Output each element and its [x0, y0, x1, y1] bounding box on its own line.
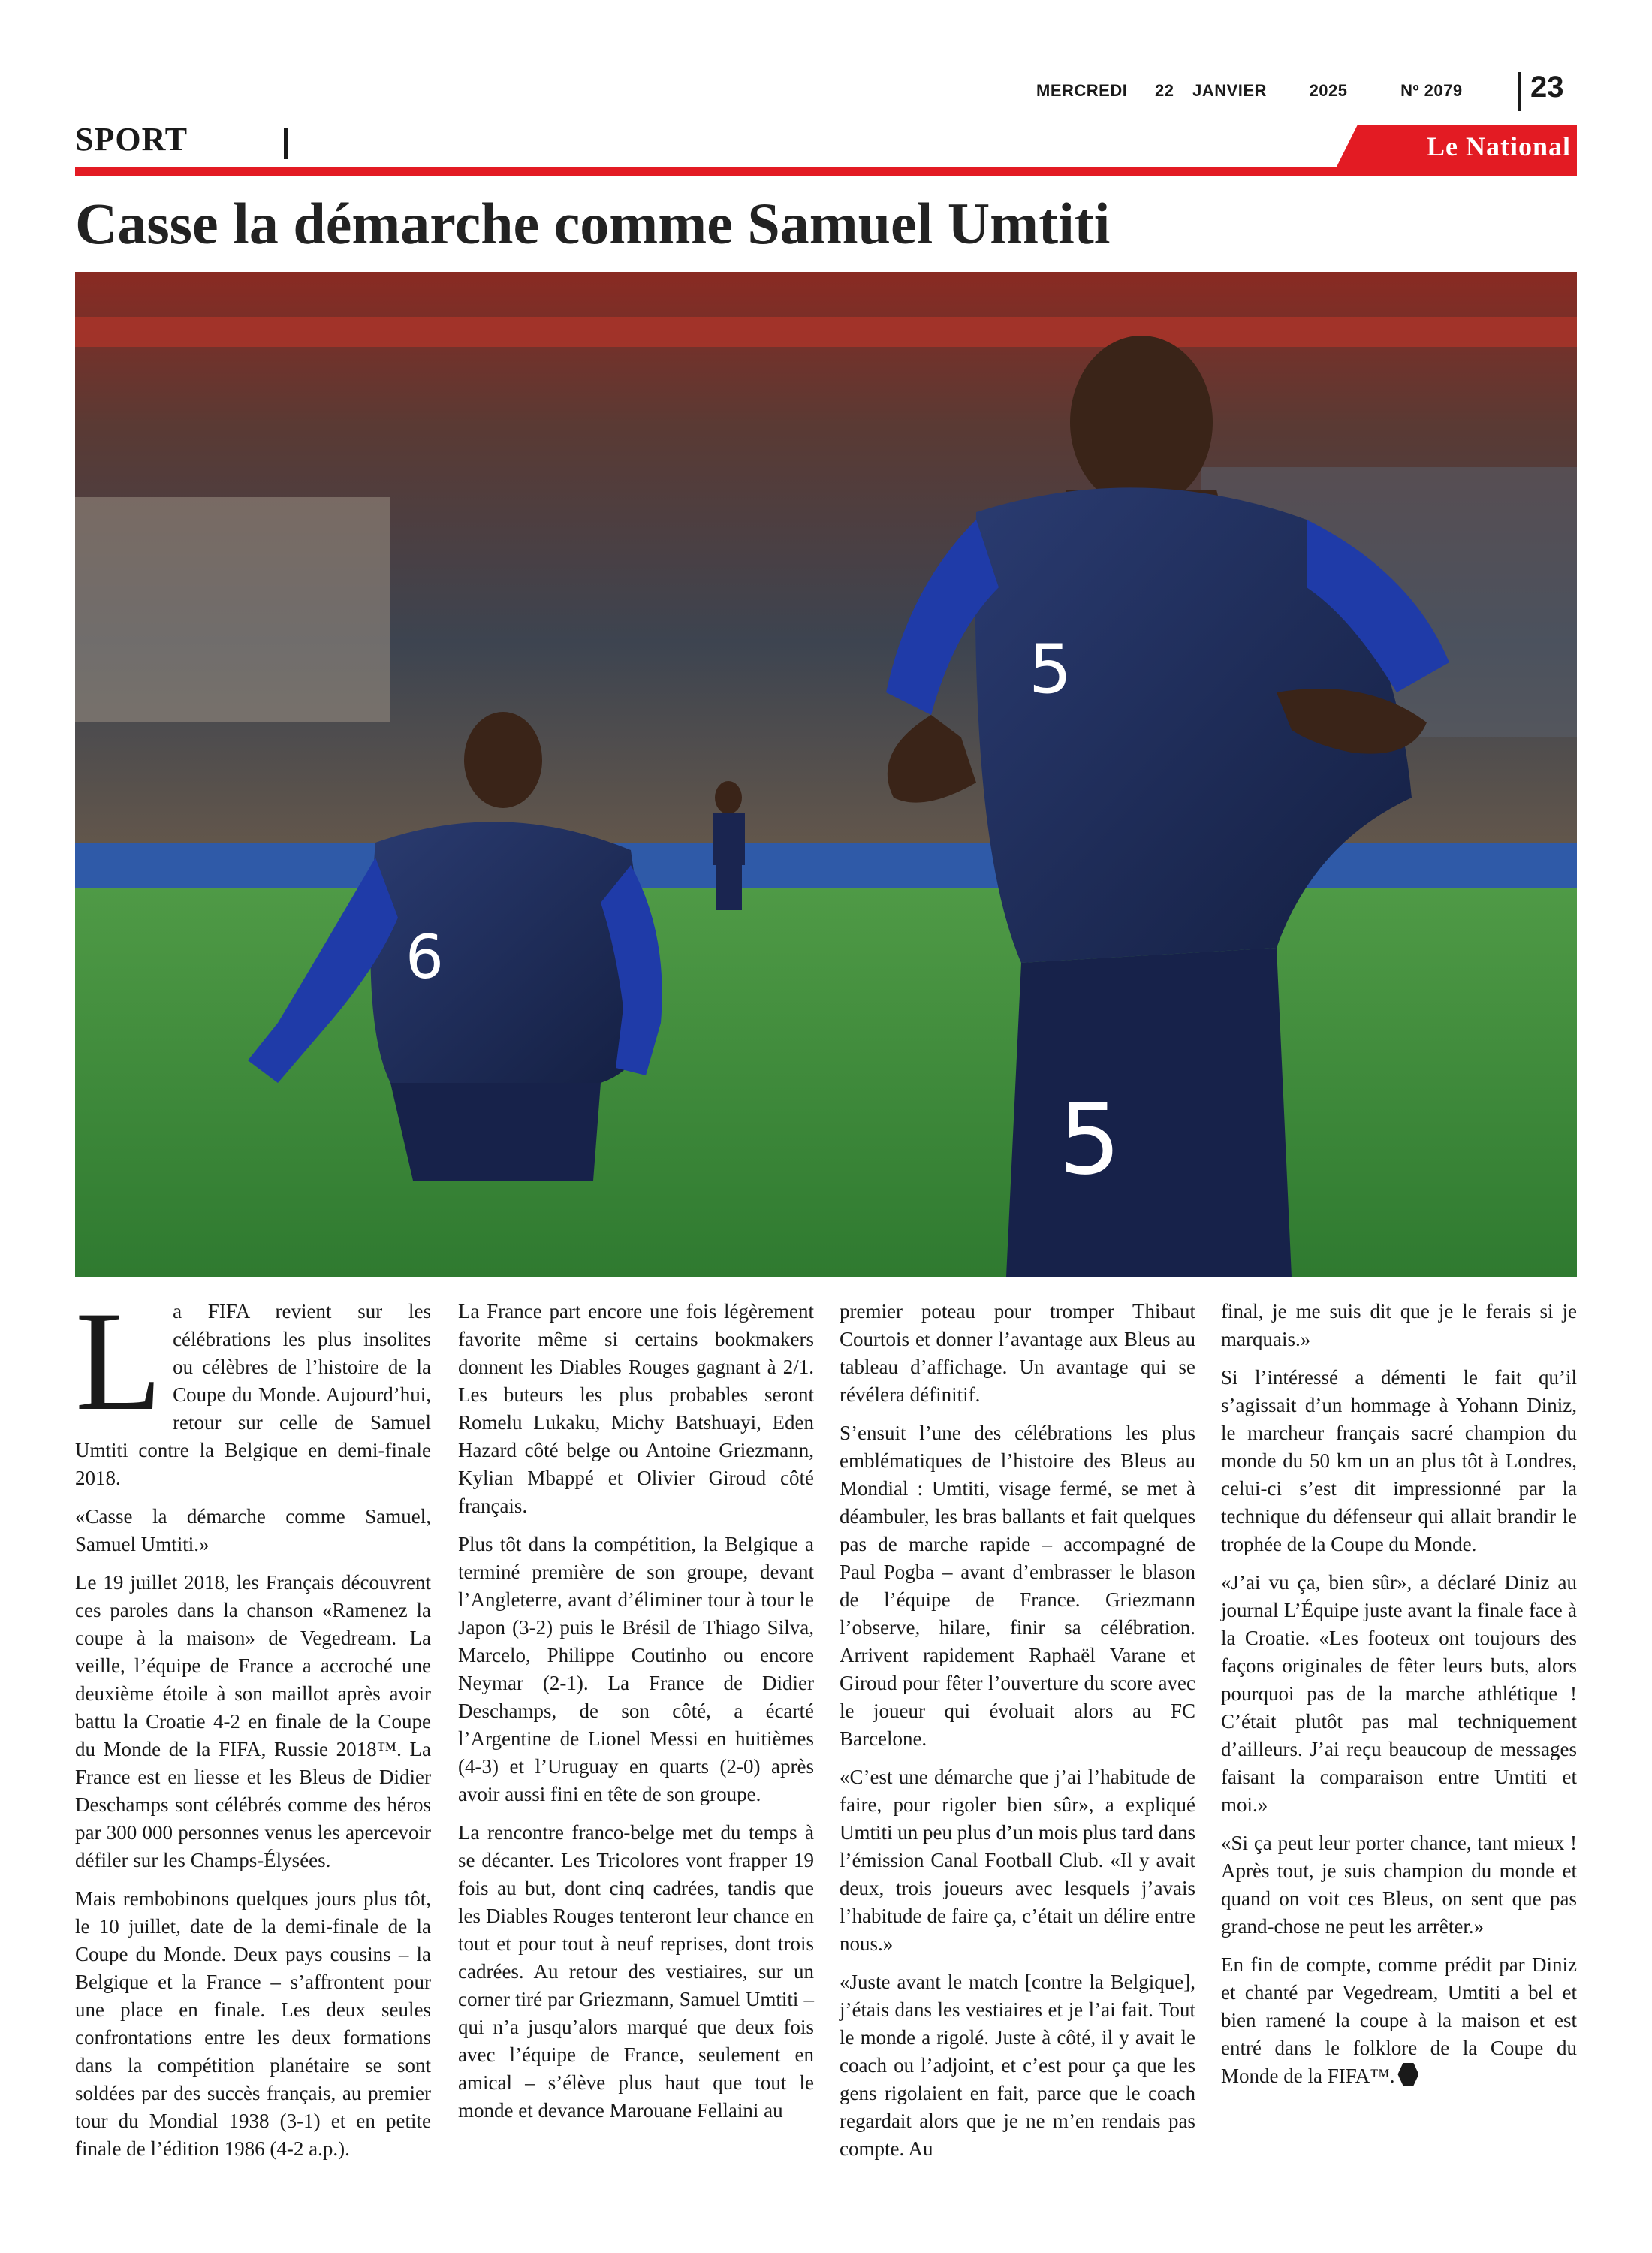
article-paragraph: «Si ça peut leur porter chance, tant mieux ! Après tout, je suis champion du monde et quand on voit ces Bleus, on sent que pas grand-chose ne peut les arrêter.» [1221, 1832, 1577, 1938]
jersey-number-five: 5 [1059, 1082, 1121, 1196]
paragraph-text: En fin de compte, comme prédit par Diniz et chanté par Vegedream, Umtiti a bel et bien ramené la coupe à la maison et est entré dans le folklore de la Coupe du Monde de la FIFA™. [1221, 1953, 1577, 2087]
jersey-number-five-chest: 5 [1029, 630, 1072, 709]
article-body [75, 1283, 1577, 2221]
issue-day: MERCREDI [1036, 81, 1128, 100]
article-paragraph: «J’ai vu ça, bien sûr», a déclaré Diniz au journal L’Équipe juste avant la finale face à la Croatie. «Les footeux ont toujours des façons originales de fêter leurs buts, alors pourquoi pas de la marche athlétique ! C’était plutôt pas mal techniquement d’ailleurs. J’ai reçu beaucoup de messages faisant la comparaison entre Umtiti et moi.» [1221, 1571, 1577, 1816]
article-column-4 [1221, 1298, 1577, 2101]
issue-month: JANVIER [1192, 81, 1267, 100]
section-divider [284, 128, 288, 159]
issue-info [1036, 81, 1463, 101]
header-rule [75, 167, 1577, 176]
article-photo [75, 272, 1577, 1277]
article-column-3 [840, 1298, 1195, 2173]
article-paragraph: La rencontre franco-belge met du temps à se décanter. Les Tricolores vont frapper 19 fois au but, dont cinq cadrées, tandis que les Diables Rouges tenteront leur chance en tout et pour tout à neuf reprises, dont trois cadrées. Au retour des vestiaires, sur un corner tiré par Griezmann, Samuel Umtiti – qui n’a jusqu’alors marqué que deux fois avec l’équipe de France, seulement en amical – s’élève plus haut que tout le monde et devance Marouane Fellaini au [458, 1821, 814, 2122]
article-paragraph: La France part encore une fois légèrement favorite même si certains bookmakers donnent les Diables Rouges gagnant à 2/1. Les buteurs les plus probables seront Romelu Lukaku, Michy Batshuayi, Eden Hazard côté belge ou Antoine Griezmann, Kylian Mbappé et Olivier Giroud côté français. [458, 1300, 814, 1517]
issue-date: 22 [1154, 81, 1174, 100]
paragraph-text: a FIFA revient sur les célébrations les plus insolites ou célèbres de l’histoire de la Coupe du Monde. Aujourd’hui, retour sur celle de Samuel Umtiti contre la Belgique en demi-finale 2018. [75, 1300, 431, 1489]
section-label: SPORT [75, 121, 188, 158]
jersey-number-six: 6 [405, 922, 444, 992]
football-players-celebrating-photo [75, 272, 1577, 1277]
drop-cap: L [75, 1283, 163, 1440]
issue-number: Nº 2079 [1400, 81, 1463, 100]
article-paragraph: «Casse la démarche comme Samuel, Samuel Umtiti.» [75, 1505, 431, 1555]
article-paragraph [75, 1283, 431, 1492]
article-column-1 [75, 1283, 431, 2173]
article-paragraph: «C’est une démarche que j’ai l’habitude de faire, pour rigoler bien sûr», a expliqué Umtiti un peu plus d’un mois plus tard dans l’émission Canal Football Club. «Il y avait deux, trois joueurs avec lesquels j’avais l’habitude de faire ça, c’était un délire entre nous.» [840, 1766, 1195, 1955]
article-headline: Casse la démarche comme Samuel Umtiti [75, 191, 1111, 256]
end-of-article-mark-icon [1397, 2063, 1418, 2086]
article-paragraph: Le 19 juillet 2018, les Français découvrent ces paroles dans la chanson «Ramenez la coupe à la maison» de Vegedream. La veille, l’équipe de France a accroché une deuxième étoile à son maillot après avoir battu la Croatie 4-2 en finale de la Coupe du Monde de la FIFA, Russie 2018™. La France est en liesse et les Bleus de Didier Deschamps sont célébrés comme des héros par 300 000 personnes venus les apercevoir défiler sur les Champs-Élysées. [75, 1571, 431, 1871]
article-paragraph: premier poteau pour tromper Thibaut Courtois et donner l’avantage aux Bleus au tableau d’affichage. Un avantage qui se révélera définitif. [840, 1300, 1195, 1406]
brand-name: Le National [1426, 131, 1571, 161]
article-paragraph: Plus tôt dans la compétition, la Belgique a terminé première de son groupe, devant l’Angleterre, avant d’éliminer tour à tour le Japon (3-2) puis le Brésil de Thiago Silva, Marcelo, Philippe Coutinho ou encore Neymar (2-1). La France de Didier Deschamps, de son côté, a écarté l’Argentine de Lionel Messi en huitièmes (4-3) et l’Uruguay en quarts (2-0) après avoir aussi fini en tête de son groupe. [458, 1533, 814, 1805]
issue-year: 2025 [1309, 81, 1348, 100]
article-paragraph: Si l’intéressé a démenti le fait qu’il s’agissait d’un hommage à Yohann Diniz, le marcheur français sacré champion du monde du 50 km un an plus tôt à Londres, celui-ci s’est dit impressionné par la technique du défenseur qui allait brandir le trophée de la Coupe du Monde. [1221, 1366, 1577, 1555]
page-number: 23 [1530, 71, 1564, 104]
article-paragraph: Mais rembobinons quelques jours plus tôt, le 10 juillet, date de la demi-finale de la Coupe du Monde. Deux pays cousins – la Belgique et la France – s’affrontent pour une place en finale. Les deux seules confrontations entre les deux formations dans la compétition planétaire se sont soldées par des succès français, au premier tour du Mondial 1938 (3-1) et en petite finale de l’édition 1986 (4-2 a.p.). [75, 1887, 431, 2160]
article-paragraph: final, je me suis dit que je le ferais si je marquais.» [1221, 1300, 1577, 1350]
article-paragraph: «Juste avant le match [contre la Belgique], j’étais dans les vestiaires et je l’ai fait. Tout le monde a rigolé. Juste à côté, il y avait le coach ou l’adjoint, et c’est pour ça que les gens rigolaient en fait, parce que le coach regardait alors que je ne m’en rendais pas compte. Au [840, 1971, 1195, 2160]
article-paragraph: S’ensuit l’une des célébrations les plus emblématiques de l’histoire des Bleus au Mondial : Umtiti, visage fermé, se met à déambuler, les bras ballants et fait quelques pas de marche rapide – accompagné de Paul Pogba – avant d’embrasser le blason de l’équipe de France. Griezmann l’observe, hilare, finir sa célébration. Arrivent rapidement Raphaël Varane et Giroud pour fêter l’ouverture du score avec le joueur qui évoluait alors au FC Barcelone. [840, 1422, 1195, 1750]
page-number-divider [1518, 72, 1521, 111]
article-column-2 [458, 1298, 814, 2135]
background-player [713, 781, 745, 910]
article-paragraph [1221, 1951, 1577, 2090]
